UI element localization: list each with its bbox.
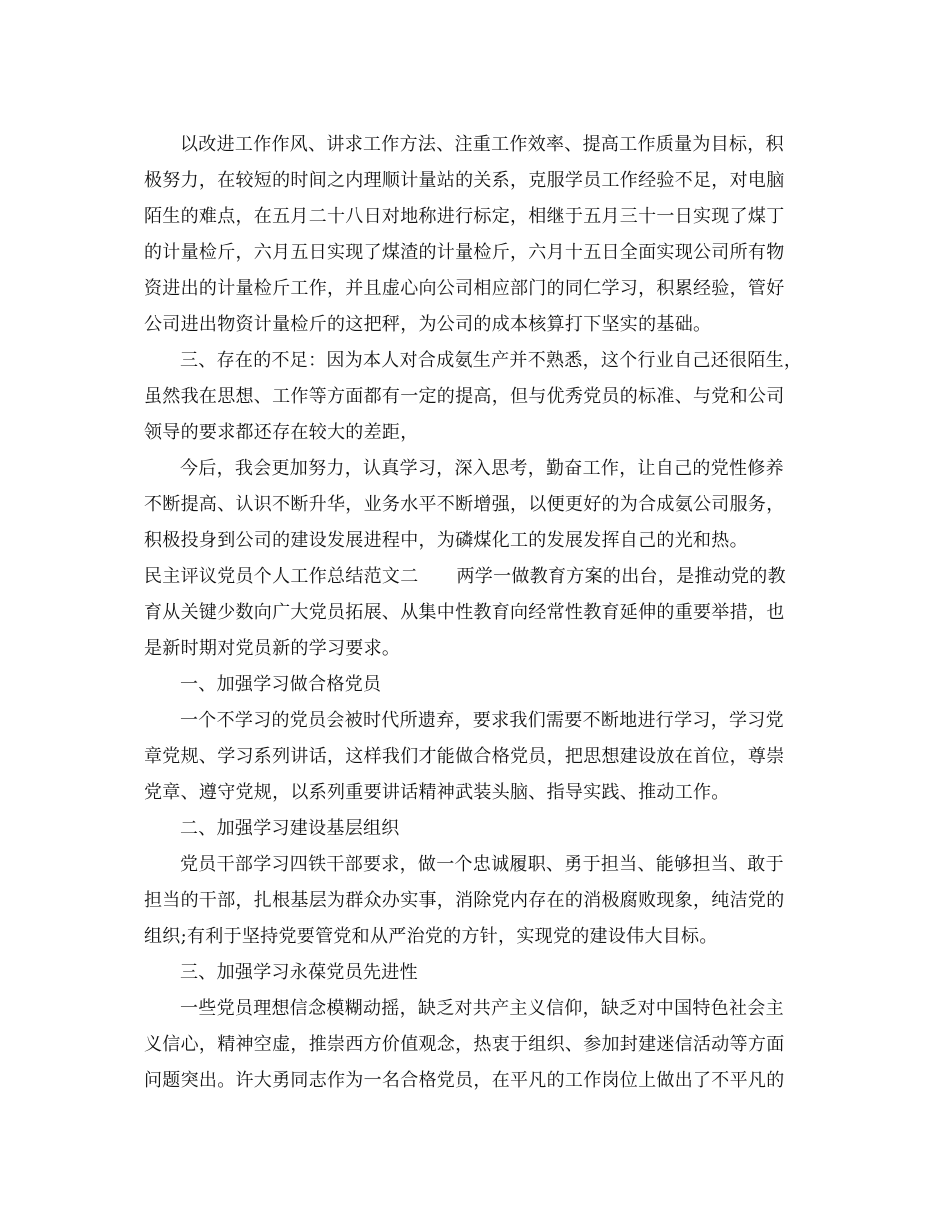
paragraph-line: 积极投身到公司的建设发展进程中，为磷煤化工的发展发挥自己的光和热。 xyxy=(144,530,748,551)
paragraph-line: 义信心，精神空虚，推崇西方价值观念，热衷于组织、参加封建迷信活动等方面 xyxy=(144,1034,785,1055)
paragraph-line: 问题突出。许大勇同志作为一名合格党员，在平凡的工作岗位上做出了不平凡的 xyxy=(144,1070,785,1091)
paragraph-line: 不断提高、认识不断升华，业务水平不断增强，以便更好的为合成氨公司服务， xyxy=(144,494,785,515)
paragraph-line: 组织;有利于坚持党要管党和从严治党的方针，实现党的建设伟大目标。 xyxy=(144,926,718,947)
paragraph-line: 今后，我会更加努力，认真学习，深入思考，勤奋工作，让自己的党性修养 xyxy=(180,458,784,479)
subheading: 二、加强学习建设基层组织 xyxy=(180,818,400,839)
paragraph-line: 领导的要求都还存在较大的差距， xyxy=(144,422,419,443)
paragraph-line: 党章、遵守党规，以系列重要讲话精神武装头脑、指导实践、推动工作。 xyxy=(144,782,730,803)
paragraph-line: 一些党员理想信念模糊动摇，缺乏对共产主义信仰，缺乏对中国特色社会主 xyxy=(180,998,784,1019)
paragraph-line: 是新时期对党员新的学习要求。 xyxy=(144,638,401,659)
paragraph-line: 的计量检斤，六月五日实现了煤渣的计量检斤，六月十五日全面实现公司所有物 xyxy=(144,242,785,263)
paragraph-line: 陌生的难点，在五月二十八日对地称进行标定，相继于五月三十一日实现了煤丁 xyxy=(144,206,785,227)
paragraph-line: 章党规、学习系列讲话，这样我们才能做合格党员，把思想建设放在首位，尊崇 xyxy=(144,746,785,767)
paragraph-line: 党员干部学习四铁干部要求，做一个忠诚履职、勇于担当、能够担当、敢于 xyxy=(180,854,784,875)
paragraph-text: 两学一做教育方案的出台，是推动党的教 xyxy=(456,566,786,587)
paragraph-line: 虽然我在思想、工作等方面都有一定的提高，但与优秀党员的标准、与党和公司 xyxy=(144,386,785,407)
paragraph-line: 公司进出物资计量检斤的这把秤，为公司的成本核算打下坚实的基础。 xyxy=(144,314,712,335)
subheading: 一、加强学习做合格党员 xyxy=(180,674,382,695)
section-heading: 民主评议党员个人工作总结范文二 xyxy=(144,566,419,587)
paragraph-line: 极努力，在较短的时间之内理顺计量站的关系，克服学员工作经验不足，对电脑 xyxy=(144,170,785,191)
paragraph-line: 一个不学习的党员会被时代所遗弃，要求我们需要不断地进行学习，学习党 xyxy=(180,710,784,731)
paragraph-line: 担当的干部，扎根基层为群众办实事，消除党内存在的消极腐败现象，纯洁党的 xyxy=(144,890,785,911)
paragraph-line: 资进出的计量检斤工作，并且虚心向公司相应部门的同仁学习，积累经验，管好 xyxy=(144,278,785,299)
paragraph-line: 以改进工作作风、讲求工作方法、注重工作效率、提高工作质量为目标，积 xyxy=(180,134,784,155)
paragraph-line: 三、存在的不足：因为本人对合成氨生产并不熟悉，这个行业自己还很陌生， xyxy=(180,350,803,371)
section-heading-line xyxy=(144,559,786,595)
subheading: 三、加强学习永葆党员先进性 xyxy=(180,962,418,983)
paragraph-line: 育从关键少数向广大党员拓展、从集中性教育向经常性教育延伸的重要举措，也 xyxy=(144,602,785,623)
